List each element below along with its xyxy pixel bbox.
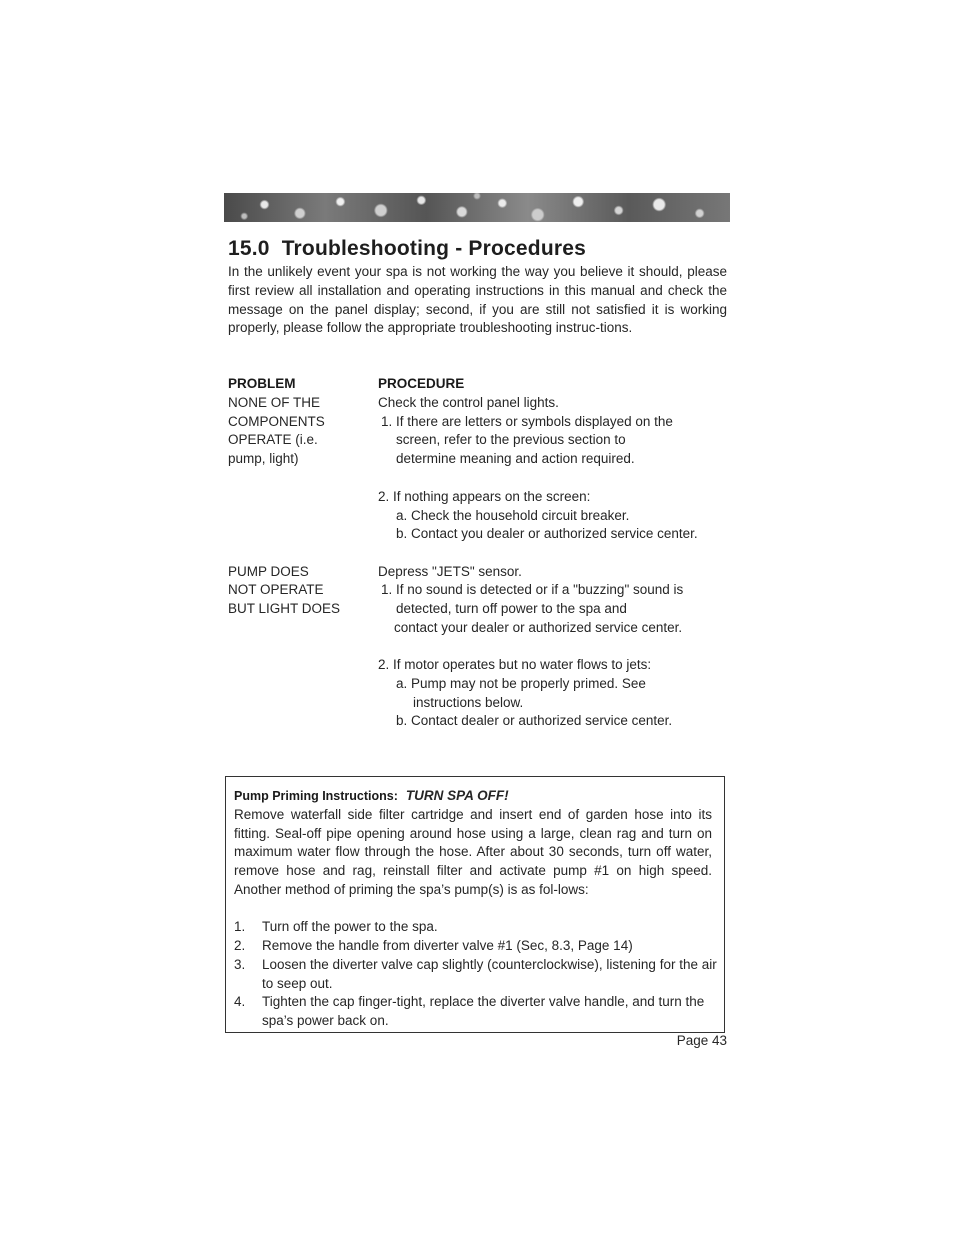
procedure-2-line-5: 2. If motor operates but no water flows to jets: (378, 657, 652, 672)
intro-paragraph: In the unlikely event your spa is not working the way you believe it should, please first review all installation and operating instructions in this manual and check the message on the panel display; second, if you are still not satisfied it is working properly, please follow the appropriate troubleshooting instruc-tions. (228, 264, 727, 336)
problem-1-line-3: OPERATE (i.e. (228, 432, 318, 447)
problem-1-line-2: COMPONENTS (228, 414, 325, 429)
procedure-2-line-7: instructions below. (413, 695, 524, 710)
procedure-1-line-4: determine meaning and action required. (396, 451, 635, 466)
problem-2-line-2: NOT OPERATE (228, 582, 324, 597)
pump-priming-paragraph (234, 787, 712, 900)
problem-2-line-1: PUMP DOES (228, 564, 309, 579)
problem-1-line-4: pump, light) (228, 451, 299, 466)
section-number: 15.0 (228, 237, 270, 260)
problem-1-line-1: NONE OF THE (228, 395, 321, 410)
step-number: 3. (234, 957, 246, 972)
procedure-2-line-2: 1. If no sound is detected or if a "buzzing" sound is (381, 582, 684, 597)
step-text: Turn off the power to the spa. (262, 919, 438, 934)
step-text: Tighten the cap finger-tight, replace the diverter valve handle, and turn the spa’s power back on. (262, 994, 705, 1028)
procedure-1-line-2: 1. If there are letters or symbols displayed on the (381, 414, 673, 429)
step-text: Loosen the diverter valve cap slightly (counterclockwise), listening for the air to seep out. (262, 957, 717, 991)
procedure-1-line-3: screen, refer to the previous section to (396, 432, 626, 447)
procedure-1-line-6: a. Check the household circuit breaker. (396, 508, 630, 523)
page-title (228, 237, 586, 261)
procedure-1-line-1: Check the control panel lights. (378, 395, 559, 410)
procedure-2-line-1: Depress "JETS" sensor. (378, 564, 522, 579)
procedure-2-line-4: contact your dealer or authorized service center. (394, 620, 683, 635)
procedure-column-header: PROCEDURE (378, 376, 465, 391)
procedure-1-line-7: b. Contact you dealer or authorized service center. (396, 526, 698, 541)
problem-2-line-3: BUT LIGHT DOES (228, 601, 341, 616)
step-number: 1. (234, 919, 246, 934)
decorative-bubble-banner (224, 193, 730, 222)
procedure-1-line-5: 2. If nothing appears on the screen: (378, 489, 591, 504)
section-title: Troubleshooting - Procedures (281, 237, 586, 260)
step-number: 2. (234, 938, 246, 953)
pump-priming-body: Remove waterfall side filter cartridge and insert end of garden hose into its fitting. Seal-off pipe opening around hose using a large, clean rag and turn on maximum water flow through the hose. After about 30 seconds, turn off water, remove hose and rag, reinstall filter and activate pump #1 on high speed. Another method of priming the spa’s pump(s) is as fol-lows: (234, 806, 712, 897)
step-text: Remove the handle from diverter valve #1 (Sec, 8.3, Page 14) (262, 938, 633, 953)
turn-spa-off-warning: TURN SPA OFF! (405, 788, 509, 803)
procedure-2-line-3: detected, turn off power to the spa and (396, 601, 627, 616)
procedure-2-line-6: a. Pump may not be properly primed. See (396, 676, 646, 691)
step-number: 4. (234, 994, 246, 1009)
procedure-2-line-8: b. Contact dealer or authorized service center. (396, 713, 673, 728)
pump-priming-heading: Pump Priming Instructions: (234, 789, 398, 803)
page-number: Page 43 (676, 1033, 727, 1048)
problem-column-header: PROBLEM (228, 376, 296, 391)
